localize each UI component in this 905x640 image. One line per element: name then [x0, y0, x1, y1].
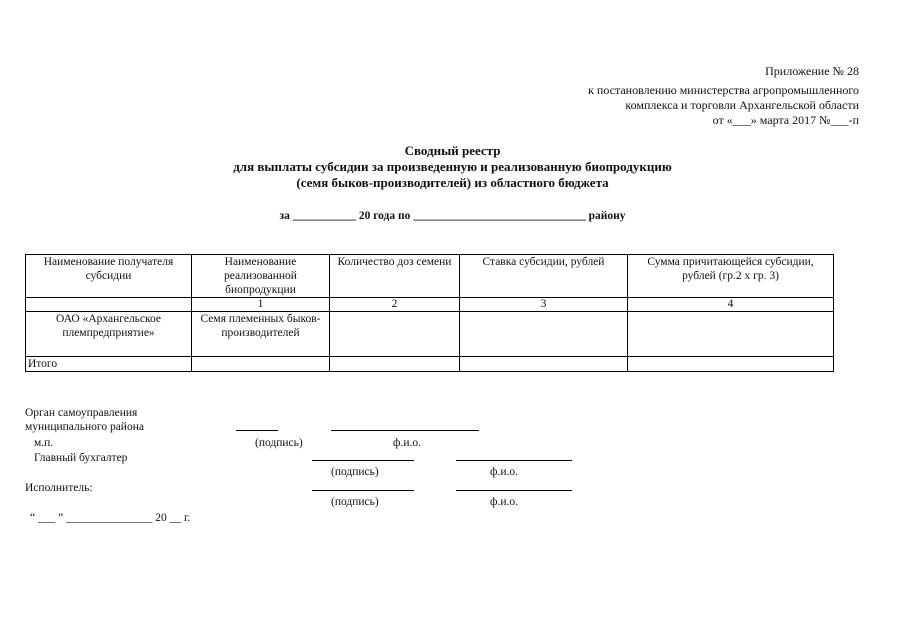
executor-signature-caption: (подпись): [331, 496, 379, 508]
accountant-signature-line: [312, 460, 414, 461]
org-label-line1: Орган самоуправления: [25, 407, 138, 419]
org-fio-line: [331, 430, 479, 431]
org-signature-caption: (подпись): [255, 437, 303, 449]
cell-amount: [628, 312, 834, 357]
executor-fio-line: [456, 490, 572, 491]
org-fio-caption: ф.и.о.: [393, 437, 421, 449]
table-row: [26, 312, 834, 357]
cell-recipient: ОАО «Архангельское племпредприятие»: [26, 312, 192, 357]
date-line: “ ___ ” _______________ 20 __ г.: [30, 512, 191, 524]
executor-fio-caption: ф.и.о.: [490, 496, 518, 508]
cell-doses: [330, 312, 460, 357]
document-title: Сводный реестр: [404, 143, 501, 158]
document-subtitle-line2: (семя быков-производителей) из областного бюджета: [296, 175, 609, 190]
header-doses: Количество доз семени: [330, 255, 460, 298]
col-number-4: 4: [628, 298, 834, 312]
header-product: Наименование реализованной биопродукции: [192, 255, 330, 298]
total-cell-4: [628, 357, 834, 372]
org-label-line2: муниципального района: [25, 421, 144, 433]
accountant-label: Главный бухгалтер: [34, 452, 128, 464]
total-cell-3: [460, 357, 628, 372]
accountant-fio-caption: ф.и.о.: [490, 466, 518, 478]
col-number-3: 3: [460, 298, 628, 312]
registry-table: [25, 254, 834, 372]
cell-rate: [460, 312, 628, 357]
table-header-row: [26, 255, 834, 298]
col-number-2: 2: [330, 298, 460, 312]
accountant-fio-line: [456, 460, 572, 461]
total-row: [26, 357, 834, 372]
header-rate: Ставка субсидии, рублей: [460, 255, 628, 298]
cell-product: Семя племенных быков-производителей: [192, 312, 330, 357]
org-signature-line: [236, 430, 278, 431]
period-line: за ___________ 20 года по ______________________________ району: [279, 210, 626, 222]
column-number-row: [26, 298, 834, 312]
header-recipient: Наименование получателя субсидии: [26, 255, 192, 298]
appendix-number: Приложение № 28: [765, 64, 859, 78]
total-cell-2: [330, 357, 460, 372]
total-label: Итого: [26, 357, 192, 372]
document-subtitle-line1: для выплаты субсидии за произведенную и реализованную биопродукцию: [233, 159, 672, 174]
appendix-ministry-line: комплекса и торговли Архангельской области: [625, 98, 859, 112]
stamp-label: м.п.: [34, 437, 54, 449]
col-number-1: 1: [192, 298, 330, 312]
appendix-resolution-line: к постановлению министерства агропромышленного: [588, 83, 859, 97]
executor-label: Исполнитель:: [25, 482, 93, 494]
col-number-0: [26, 298, 192, 312]
total-cell-1: [192, 357, 330, 372]
accountant-signature-caption: (подпись): [331, 466, 379, 478]
header-amount: Сумма причитающейся субсидии, рублей (гр.2 х гр. 3): [628, 255, 834, 298]
executor-signature-line: [312, 490, 414, 491]
appendix-date-line: от «___» марта 2017 №___-п: [712, 113, 859, 127]
